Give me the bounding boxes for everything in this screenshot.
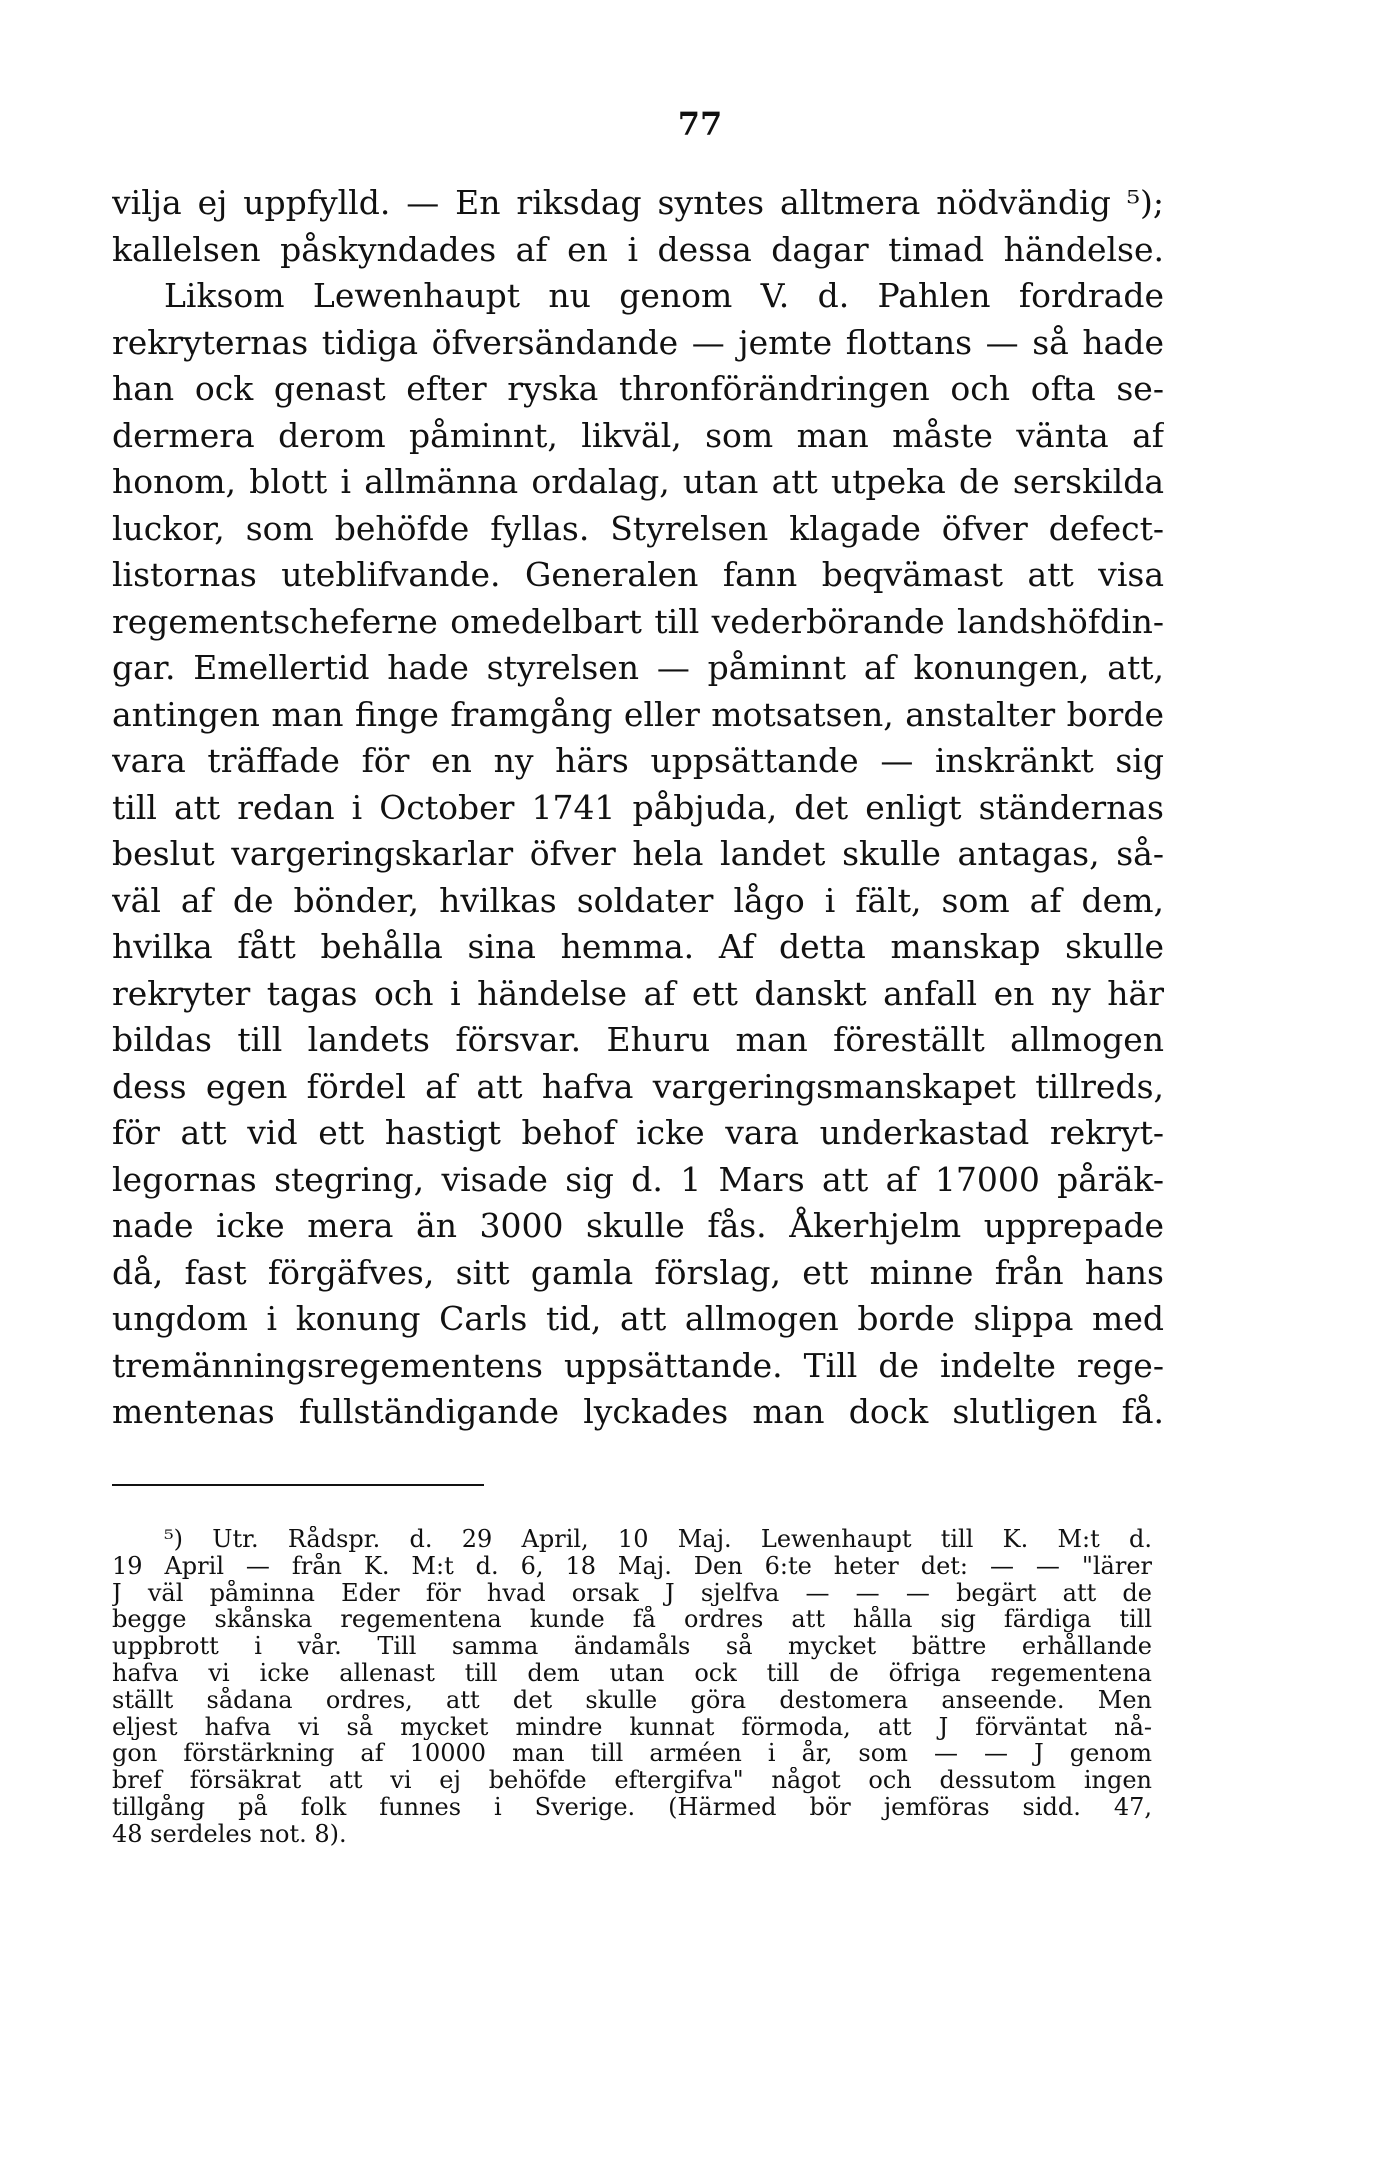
footnote-line-1: ⁵) Utr. Rådspr. d. 29 April, 10 Maj. Lewenhaupt till K. M:t d. bbox=[164, 1526, 1152, 1553]
body-line-3: Liksom Lewenhaupt nu genom V. d. Pahlen fordrade bbox=[164, 276, 1164, 315]
page-number: 77 bbox=[677, 105, 723, 143]
footnote-line-2: 19 April — från K. M:t d. 6, 18 Maj. Den 6:te heter det: — — "lärer bbox=[112, 1552, 1152, 1580]
body-line-4: rekryternas tidiga öfversändande — jemte flottans — så hade bbox=[112, 322, 1164, 362]
body-line-23: nade icke mera än 3000 skulle fås. Åkerhjelm upprepade bbox=[112, 1206, 1164, 1245]
body-line-21: för att vid ett hastigt behof icke vara underkastad rekryt- bbox=[112, 1113, 1164, 1152]
footnote-line-3: J väl påminna Eder för hvad orsak J sjelfva — — — begärt att de bbox=[112, 1579, 1152, 1607]
footnote-line-4: begge skånska regementena kunde få ordres att hålla sig färdiga till bbox=[112, 1606, 1152, 1634]
body-line-5: han ock genast efter ryska thronförändringen och ofta se- bbox=[112, 369, 1164, 408]
footnote-line-6: hafva vi icke allenast till dem utan ock till de öfriga regementena bbox=[112, 1659, 1152, 1687]
body-line-7: honom, blott i allmänna ordalag, utan att utpeka de serskilda bbox=[112, 462, 1164, 501]
footnote-line-11: tillgång på folk funnes i Sverige. (Härmed bör jemföras sidd. 47, bbox=[112, 1793, 1152, 1821]
body-line-6: dermera derom påminnt, likväl, som man måste vänta af bbox=[112, 415, 1164, 455]
body-text bbox=[112, 180, 1164, 1436]
body-line-14: till att redan i October 1741 påbjuda, det enligt ständernas bbox=[112, 787, 1164, 827]
footnote-line-9: gon förstärkning af 10000 man till arméen i år, som — — J genom bbox=[112, 1740, 1152, 1768]
footnote-line-5: uppbrott i vår. Till samma ändamåls så mycket bättre erhållande bbox=[112, 1633, 1152, 1660]
body-line-8: luckor, som behöfde fyllas. Styrelsen klagade öfver defect- bbox=[112, 508, 1164, 548]
body-line-9: listornas uteblifvande. Generalen fann beqvämast att visa bbox=[112, 555, 1164, 594]
body-line-18: rekryter tagas och i händelse af ett danskt anfall en ny här bbox=[112, 973, 1164, 1013]
body-line-20: dess egen fördel af att hafva vargeringsmanskapet tillreds, bbox=[112, 1066, 1164, 1106]
body-line-22: legornas stegring, visade sig d. 1 Mars att af 17000 påräk- bbox=[112, 1159, 1164, 1199]
body-line-11: gar. Emellertid hade styrelsen — påminnt af konungen, att, bbox=[112, 648, 1164, 687]
footnote-line-12: 48 serdeles not. 8). bbox=[112, 1820, 347, 1848]
body-line-27: mentenas fullständigande lyckades man dock slutligen få. bbox=[112, 1392, 1164, 1431]
footnote-line-7: ställt sådana ordres, att det skulle göra destomera anseende. Men bbox=[112, 1686, 1152, 1714]
footnote-line-10: bref försäkrat att vi ej behöfde eftergifva" något och dessutom ingen bbox=[112, 1767, 1152, 1794]
body-line-12: antingen man finge framgång eller motsatsen, anstalter borde bbox=[112, 694, 1164, 734]
body-line-1: vilja ej uppfylld. — En riksdag syntes alltmera nödvändig ⁵); bbox=[112, 183, 1164, 222]
body-line-17: hvilka fått behålla sina hemma. Af detta manskap skulle bbox=[112, 927, 1164, 966]
footnotes bbox=[112, 1526, 1152, 1848]
body-line-15: beslut vargeringskarlar öfver hela landet skulle antagas, så- bbox=[112, 834, 1164, 873]
footnote-divider bbox=[112, 1484, 484, 1486]
body-line-26: tremänningsregementens uppsättande. Till de indelte rege- bbox=[112, 1345, 1164, 1385]
body-line-19: bildas till landets försvar. Ehuru man föreställt allmogen bbox=[112, 1020, 1164, 1059]
body-line-16: väl af de bönder, hvilkas soldater lågo i fält, som af dem, bbox=[112, 880, 1164, 920]
body-line-10: regementscheferne omedelbart till vederbörande landshöfdin- bbox=[112, 601, 1164, 641]
body-line-25: ungdom i konung Carls tid, att allmogen borde slippa med bbox=[112, 1299, 1164, 1338]
body-line-24: då, fast förgäfves, sitt gamla förslag, ett minne från hans bbox=[112, 1252, 1164, 1292]
body-line-2: kallelsen påskyndades af en i dessa dagar timad händelse. bbox=[112, 229, 1164, 269]
footnote-line-8: eljest hafva vi så mycket mindre kunnat förmoda, att J förväntat nå- bbox=[112, 1713, 1152, 1741]
body-line-13: vara träffade för en ny härs uppsättande — inskränkt sig bbox=[112, 741, 1164, 780]
